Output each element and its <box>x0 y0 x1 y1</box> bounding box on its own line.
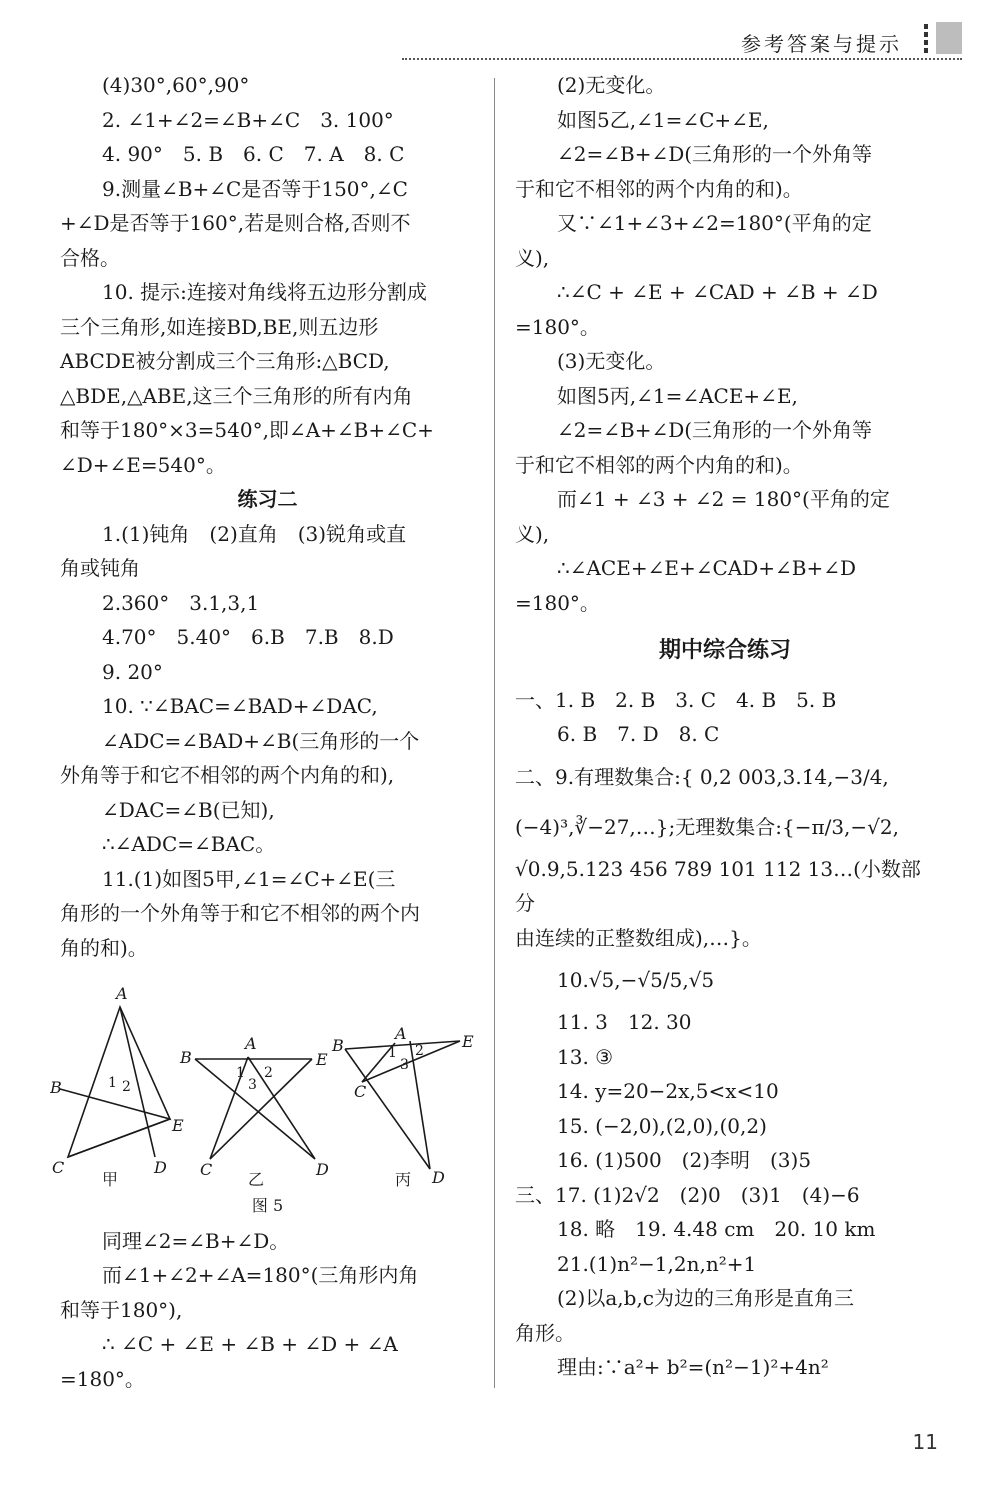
label-C: C <box>52 1158 65 1177</box>
right-column <box>515 68 935 1385</box>
answer-line: 理由:∵a²+ b²=(n²−1)²+4n² <box>557 1355 829 1379</box>
answer-line: 4.70° 5.40° 6.B 7.B 8.D <box>102 625 394 649</box>
header-bar-decoration <box>936 22 962 54</box>
answer-line: 21.(1)n²−1,2n,n²+1 <box>557 1251 757 1276</box>
label-D: D <box>316 1160 329 1179</box>
answer-line: 如图5乙,∠1=∠C+∠E, <box>557 107 769 132</box>
answer-line: √0.9,5.123 456 789 101 112 13…(小数部分 <box>515 856 921 915</box>
label-3: 3 <box>248 1077 257 1093</box>
label-B: B <box>50 1078 62 1097</box>
answer-line: ∴ ∠C + ∠E + ∠B + ∠D + ∠A <box>102 1332 398 1356</box>
answer-line: 2. ∠1+∠2=∠B+∠C 3. 100° <box>102 107 394 132</box>
sublabel-bing: 丙 <box>395 1170 412 1189</box>
answer-line: 由连续的正整数组成),…}。 <box>515 925 762 950</box>
label-B: B <box>180 1048 192 1067</box>
answer-line: 角或钝角 <box>60 556 140 580</box>
answer-line: 角的和)。 <box>60 935 148 960</box>
answer-line: 10. 提示:连接对角线将五边形分割成 <box>102 280 427 304</box>
header-title: 参考答案与提示 <box>741 32 902 56</box>
answer-line: 1.(1)钝角 (2)直角 (3)锐角或直 <box>102 521 407 546</box>
page-header <box>402 22 962 62</box>
label-C: C <box>354 1082 367 1101</box>
label-2: 2 <box>122 1079 131 1095</box>
label-E: E <box>462 1032 474 1051</box>
label-1: 1 <box>236 1065 245 1081</box>
answer-line: 16. (1)500 (2)李明 (3)5 <box>557 1148 812 1172</box>
label-E: E <box>316 1050 328 1069</box>
label-B: B <box>332 1036 344 1055</box>
answer-line: =180°。 <box>60 1366 145 1391</box>
answer-line: 11. 3 12. 30 <box>557 1010 692 1034</box>
answer-line: ∴∠ADC=∠BAC。 <box>102 832 276 856</box>
answer-line: ∠ADC=∠BAD+∠B(三角形的一个 <box>102 728 420 753</box>
answer-line: 11.(1)如图5甲,∠1=∠C+∠E(三 <box>102 866 396 891</box>
answer-line: ABCDE被分割成三个三角形:△BCD, <box>60 349 390 373</box>
section-title-exercise-2: 练习二 <box>237 487 298 511</box>
answer-line: 义), <box>515 245 550 270</box>
answer-line: 合格。 <box>60 245 120 270</box>
column-divider <box>494 78 495 1388</box>
answer-line: ∠DAC=∠B(已知), <box>102 797 275 822</box>
section-title-midterm: 期中综合练习 <box>658 638 791 663</box>
answer-line: 于和它不相邻的两个内角的和)。 <box>515 452 803 477</box>
answer-line: 13. ③ <box>557 1044 614 1069</box>
figure-5 <box>50 979 480 1189</box>
answer-line: 18. 略 19. 4.48 cm 20. 10 km <box>557 1217 876 1241</box>
answer-line: 二、9.有理数集合:{ 0,2 003,3.1̇4̇,−3/4, <box>515 764 889 789</box>
left-column <box>50 68 475 1396</box>
answer-line: ∠D+∠E=540°。 <box>60 452 226 477</box>
answer-line: 角形。 <box>515 1320 575 1345</box>
answer-line: 10.√5,−√5/5,√5 <box>557 968 715 992</box>
figure-caption: 图 5 <box>251 1196 284 1215</box>
answer-line: 角形的一个外角等于和它不相邻的两个内 <box>60 901 420 925</box>
label-E: E <box>172 1116 184 1135</box>
answer-line: 9. 20° <box>102 659 163 684</box>
answer-line: =180°。 <box>515 314 600 339</box>
page-number: 11 <box>912 1430 938 1454</box>
label-2: 2 <box>264 1065 273 1081</box>
label-A: A <box>245 1034 257 1053</box>
answer-line: (2)以a,b,c为边的三角形是直角三 <box>557 1286 854 1310</box>
figure-5-diagram <box>50 979 480 1189</box>
answer-line: 一、1. B 2. B 3. C 4. B 5. B <box>515 687 837 712</box>
sublabel-yi: 乙 <box>248 1170 265 1189</box>
label-D: D <box>154 1158 167 1177</box>
answer-line: 和等于180°×3=540°,即∠A+∠B+∠C+ <box>60 418 434 442</box>
answer-line: 三、17. (1)2√2 (2)0 (3)1 (4)−6 <box>515 1182 860 1207</box>
answer-line: 6. B 7. D 8. C <box>557 722 720 746</box>
answer-line: (3)无变化。 <box>557 349 666 373</box>
answer-line: 和等于180°), <box>60 1297 183 1322</box>
header-dots-decoration <box>924 24 928 56</box>
header-rule <box>402 58 962 60</box>
answer-line: 如图5丙,∠1=∠ACE+∠E, <box>557 383 798 408</box>
answer-line: △BDE,△ABE,这三个三角形的所有内角 <box>60 383 413 408</box>
answer-line: 15. (−2,0),(2,0),(0,2) <box>557 1113 767 1138</box>
answer-line: 9.测量∠B+∠C是否等于150°,∠C <box>102 176 408 201</box>
answer-line: 同理∠2=∠B+∠D。 <box>102 1228 290 1253</box>
answer-line: +∠D是否等于160°,若是则合格,否则不 <box>60 211 411 235</box>
label-1: 1 <box>108 1075 117 1091</box>
answer-line: ∴∠C + ∠E + ∠CAD + ∠B + ∠D <box>557 280 878 304</box>
label-3: 3 <box>400 1057 409 1073</box>
answer-line: 又∵∠1+∠3+∠2=180°(平角的定 <box>557 211 872 235</box>
answer-line: 义), <box>515 521 550 546</box>
answer-line: (2)无变化。 <box>557 73 666 97</box>
answer-line: 三个三角形,如连接BD,BE,则五边形 <box>60 314 379 339</box>
answer-line: 14. y=20−2x,5<x<10 <box>557 1079 779 1103</box>
answer-line: (4)30°,60°,90° <box>102 73 250 97</box>
label-1: 1 <box>388 1045 397 1061</box>
answer-line: 而∠1+∠2+∠A=180°(三角形内角 <box>102 1263 419 1287</box>
label-A: A <box>395 1024 407 1043</box>
sublabel-jia: 甲 <box>102 1170 119 1189</box>
label-A: A <box>116 984 128 1003</box>
answer-line: ∠2=∠B+∠D(三角形的一个外角等 <box>557 142 873 166</box>
answer-line: 外角等于和它不相邻的两个内角的和), <box>60 763 395 787</box>
answer-line: 4. 90° 5. B 6. C 7. A 8. C <box>102 142 405 166</box>
label-C: C <box>200 1160 213 1179</box>
answer-line: =180°。 <box>515 590 600 615</box>
answer-line: 于和它不相邻的两个内角的和)。 <box>515 176 803 201</box>
answer-line: (−4)³,∛−27,…};无理数集合:{−π/3,−√2, <box>515 814 900 839</box>
label-D: D <box>432 1168 445 1187</box>
answer-line: ∠2=∠B+∠D(三角形的一个外角等 <box>557 418 873 442</box>
answer-line: 10. ∵∠BAC=∠BAD+∠DAC, <box>102 694 378 718</box>
answer-line: 而∠1 + ∠3 + ∠2 = 180°(平角的定 <box>557 487 890 511</box>
answer-line: ∴∠ACE+∠E+∠CAD+∠B+∠D <box>557 556 857 580</box>
label-2: 2 <box>415 1043 424 1059</box>
answer-line: 2.360° 3.1,3,1 <box>102 590 260 615</box>
